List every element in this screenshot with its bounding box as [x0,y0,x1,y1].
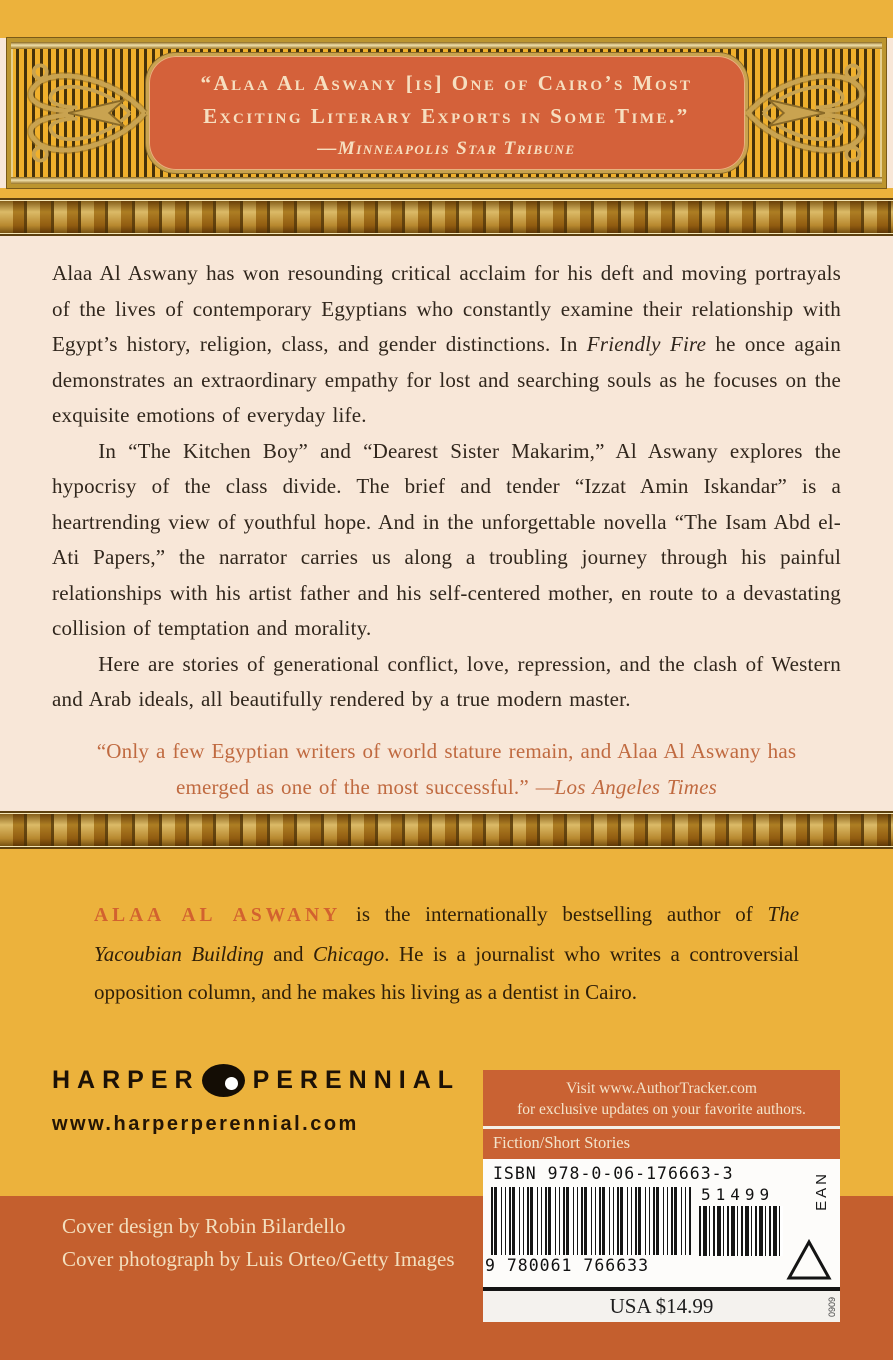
la-times-quote: “Only a few Egyptian writers of world stature remain, and Alaa Al Aswany has emerged as one of the most successful.” —Los Angeles Times [96,738,797,799]
gold-chain-border-bottom [0,811,893,849]
authortracker-note [483,1070,840,1126]
authortracker-line2: for exclusive updates on your favorite authors. [517,1101,806,1118]
author-bio: ALAA AL ASWANY is the internationally bestselling author of The Yacoubian Building and Chicago. He is a journalist who writes a controversial opposition column, and he makes his living as a dentist in Cairo. [94,902,800,1004]
top-yellow-strip [0,0,893,38]
review-quote: “Alaa Al Aswany [is] One of Cairo’s Most Exciting Literary Exports in Some Time.” [200,70,693,128]
price-addon-code: 51499 [701,1185,775,1204]
ean-digits: 9 780061 766633 [485,1256,650,1275]
isbn-label: ISBN 978-0-06-176663-3 [493,1164,734,1183]
leaf-ornament-icon [19,57,151,169]
barcode-area [483,1159,840,1287]
barcode-box [483,1070,840,1322]
perennial-olive-icon [202,1064,245,1097]
publisher-website: www.harperperennial.com [52,1113,359,1135]
synopsis-section [0,236,893,811]
ean-label: EAN [813,1171,830,1211]
publisher-logo-block [52,1061,460,1143]
review-banner [146,53,748,173]
logo-perennial-text: PERENNIAL [252,1066,461,1094]
price-addon-barcode [699,1206,783,1256]
price-strip [483,1291,840,1322]
price-label: USA $14.99 [609,1294,714,1318]
decorative-band [7,38,886,188]
cover-photo-credit: Cover photograph by Luis Orteo/Getty Images [62,1247,455,1271]
print-code: 0909 [827,1296,837,1317]
logo-harper-text: HARPER [52,1066,200,1094]
synopsis-paragraph-3: Here are stories of generational conflict, love, repression, and the clash of Western and Arab ideals, all beautifully rendered by a true modern master. [52,651,841,711]
synopsis-paragraph-1: Alaa Al Aswany has won resounding critical acclaim for his deft and moving portrayals of the lives of contemporary Egyptians who constantly examine their relationship with Egypt’s history, religion, class, and gender distinctions. In Friendly Fire he once again demonstrates an extraordinary empathy for lost and searching souls as he focuses on the exquisite emotions of everyday life. [52,261,841,427]
olive-dot-icon [225,1077,238,1090]
synopsis-paragraph-2: In “The Kitchen Boy” and “Dearest Sister Makarim,” Al Aswany explores the hypocrisy of the class divide. The brief and tender “Izzat Amin Iskandar” is a heartrending view of youthful hope. And in the unforgettable novella “The Isam Abd el-Ati Papers,” the narrator carries us along a troubling journey through his painful relationships with his artist father and his self-centered mother, en route to a devastating collision of temptation and morality. [52,438,841,640]
recycle-triangle-icon [786,1239,832,1281]
yellow-gap [0,188,893,198]
leaf-ornament-icon [742,57,874,169]
cover-design-credit: Cover design by Robin Bilardello [62,1214,346,1238]
gold-chain-border-top [0,198,893,236]
harper-perennial-logo [52,1061,460,1099]
authortracker-line1: Visit www.AuthorTracker.com [566,1080,757,1097]
review-attribution: —Minneapolis Star Tribune [317,137,576,159]
ean-barcode [491,1187,691,1255]
genre-label: Fiction/Short Stories [483,1129,840,1159]
